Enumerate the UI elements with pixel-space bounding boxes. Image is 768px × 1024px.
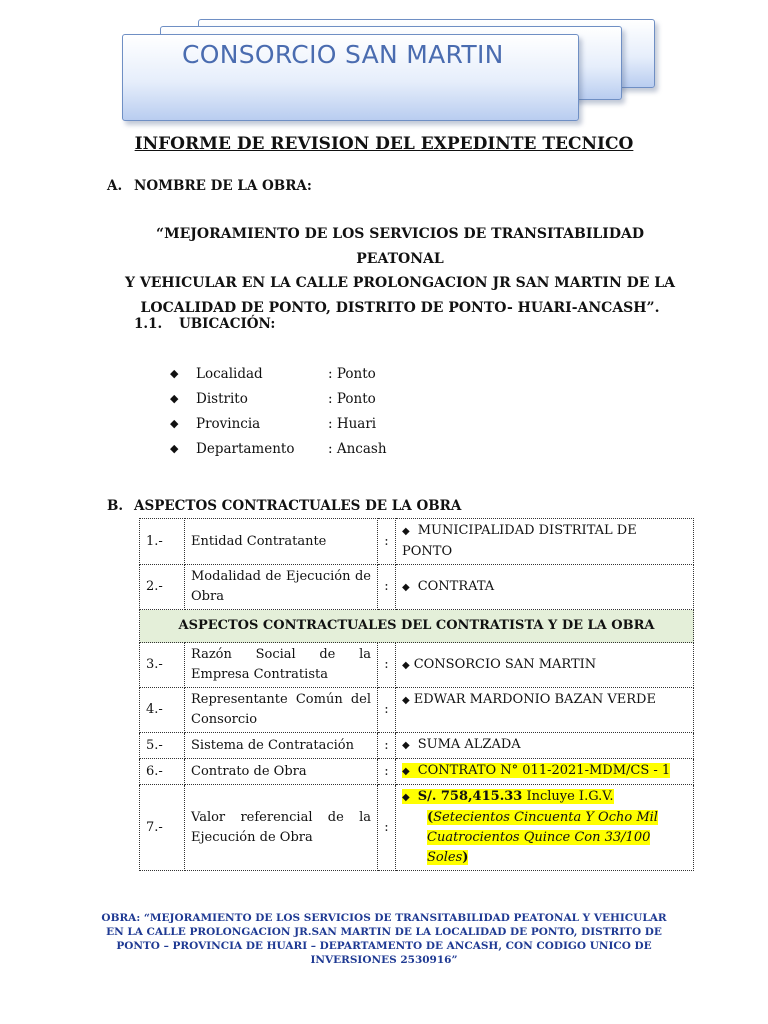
row-colon: : bbox=[378, 733, 396, 759]
row-label: Representante Común del Consorcio bbox=[185, 688, 378, 733]
location-label: Departamento bbox=[196, 440, 295, 457]
section-a-marker: A. bbox=[107, 178, 123, 194]
diamond-bullet-icon: ◆ bbox=[402, 659, 410, 671]
diamond-bullet-icon: ◆ bbox=[170, 417, 179, 430]
row-colon: : bbox=[378, 565, 396, 610]
table-row bbox=[140, 759, 694, 785]
table-band-row bbox=[140, 610, 694, 643]
project-name-line: “MEJORAMIENTO DE LOS SERVICIOS DE TRANSITABILIDAD PEATONAL bbox=[156, 226, 644, 267]
row-value bbox=[396, 643, 694, 688]
row-number: 7.- bbox=[140, 785, 185, 871]
location-label: Localidad bbox=[196, 365, 263, 382]
row-label: Valor referencial de la Ejecución de Obra bbox=[185, 785, 378, 871]
diamond-bullet-icon: ◆ bbox=[402, 792, 410, 803]
amount-in-words: Setecientos Cincuenta Y Ocho Mil Cuatrocientos Quince Con 33/100 Soles bbox=[427, 810, 658, 865]
row-value bbox=[396, 565, 694, 610]
location-value: : Ancash bbox=[328, 440, 387, 457]
diamond-bullet-icon: ◆ bbox=[402, 740, 410, 751]
location-label: Provincia bbox=[196, 415, 261, 432]
section-b-heading: ASPECTOS CONTRACTUALES DE LA OBRA bbox=[134, 498, 462, 514]
diamond-bullet-icon: ◆ bbox=[170, 392, 179, 405]
section-b-marker: B. bbox=[107, 498, 124, 514]
project-name-line: LOCALIDAD DE PONTO, DISTRITO DE PONTO- HUARI-ANCASH”. bbox=[140, 299, 660, 316]
row-value bbox=[396, 785, 694, 871]
row-value-text: SUMA ALZADA bbox=[417, 737, 521, 752]
section-a-heading: NOMBRE DE LA OBRA: bbox=[134, 178, 312, 194]
diamond-bullet-icon: ◆ bbox=[170, 367, 179, 380]
company-name: CONSORCIO SAN MARTIN bbox=[182, 40, 504, 69]
location-list bbox=[170, 361, 387, 461]
location-value: : Ponto bbox=[328, 365, 376, 382]
row-number: 6.- bbox=[140, 759, 185, 785]
diamond-bullet-icon: ◆ bbox=[402, 526, 410, 537]
row-colon: : bbox=[378, 688, 396, 733]
table-row bbox=[140, 688, 694, 733]
amount-note: Incluye I.G.V. bbox=[522, 789, 614, 804]
row-label: Sistema de Contratación bbox=[185, 733, 378, 759]
row-value bbox=[396, 688, 694, 733]
diamond-bullet-icon: ◆ bbox=[170, 442, 179, 455]
table-row bbox=[140, 733, 694, 759]
row-number: 1.- bbox=[140, 519, 185, 565]
table-row bbox=[140, 643, 694, 688]
list-item bbox=[170, 436, 387, 461]
location-value: : Ponto bbox=[328, 390, 376, 407]
row-colon: : bbox=[378, 759, 396, 785]
table-row bbox=[140, 565, 694, 610]
row-value-text: MUNICIPALIDAD DISTRITAL DE PONTO bbox=[402, 523, 637, 559]
diamond-bullet-icon: ◆ bbox=[402, 766, 410, 777]
table-row bbox=[140, 785, 694, 871]
diamond-bullet-icon: ◆ bbox=[402, 581, 410, 593]
row-value-text: EDWAR MARDONIO BAZAN VERDE bbox=[413, 692, 656, 707]
row-value bbox=[396, 759, 694, 785]
location-number: 1.1. bbox=[134, 316, 163, 332]
row-value bbox=[396, 519, 694, 565]
row-value-text: CONSORCIO SAN MARTIN bbox=[413, 656, 597, 672]
diamond-bullet-icon: ◆ bbox=[402, 695, 410, 706]
row-colon: : bbox=[378, 519, 396, 565]
row-value-text: CONTRATA bbox=[417, 578, 495, 594]
list-item bbox=[170, 411, 387, 436]
list-item bbox=[170, 361, 387, 386]
row-label: Contrato de Obra bbox=[185, 759, 378, 785]
footer-project-caption: OBRA: “MEJORAMIENTO DE LOS SERVICIOS DE TRANSITABILIDAD PEATONAL Y VEHICULAR EN LA CALLE PROLONGACION JR.SAN MARTIN DE LA LOCALIDAD DE PONTO, DISTRITO DE PONTO – PROVINCIA DE HUARI – DEPARTAMENTO DE ANCASH, CON CODIGO UNICO DE INVERSIONES 2530916” bbox=[101, 912, 667, 966]
row-colon: : bbox=[378, 785, 396, 871]
row-number: 3.- bbox=[140, 643, 185, 688]
reference-amount: S/. 758,415.33 bbox=[417, 789, 523, 804]
project-name-line: Y VEHICULAR EN LA CALLE PROLONGACION JR SAN MARTIN DE LA bbox=[124, 275, 676, 291]
list-item bbox=[170, 386, 387, 411]
row-number: 5.- bbox=[140, 733, 185, 759]
row-value bbox=[396, 733, 694, 759]
row-number: 2.- bbox=[140, 565, 185, 610]
close-paren: ) bbox=[462, 850, 469, 865]
contract-table bbox=[139, 518, 694, 871]
row-label: Modalidad de Ejecución de Obra bbox=[185, 565, 378, 610]
row-colon: : bbox=[378, 643, 396, 688]
contract-number: CONTRATO N° 011-2021-MDM/CS - 1 bbox=[417, 763, 671, 778]
location-heading: UBICACIÓN: bbox=[179, 316, 276, 332]
row-number: 4.- bbox=[140, 688, 185, 733]
row-label: Razón Social de la Empresa Contratista bbox=[185, 643, 378, 688]
location-value: : Huari bbox=[328, 415, 377, 432]
open-paren: ( bbox=[427, 810, 434, 825]
location-label: Distrito bbox=[196, 390, 248, 407]
table-band-heading: ASPECTOS CONTRACTUALES DEL CONTRATISTA Y DE LA OBRA bbox=[140, 610, 694, 643]
document-title: INFORME DE REVISION DEL EXPEDINTE TECNICO bbox=[134, 134, 634, 154]
project-name bbox=[120, 222, 680, 320]
table-row bbox=[140, 519, 694, 565]
row-label: Entidad Contratante bbox=[185, 519, 378, 565]
